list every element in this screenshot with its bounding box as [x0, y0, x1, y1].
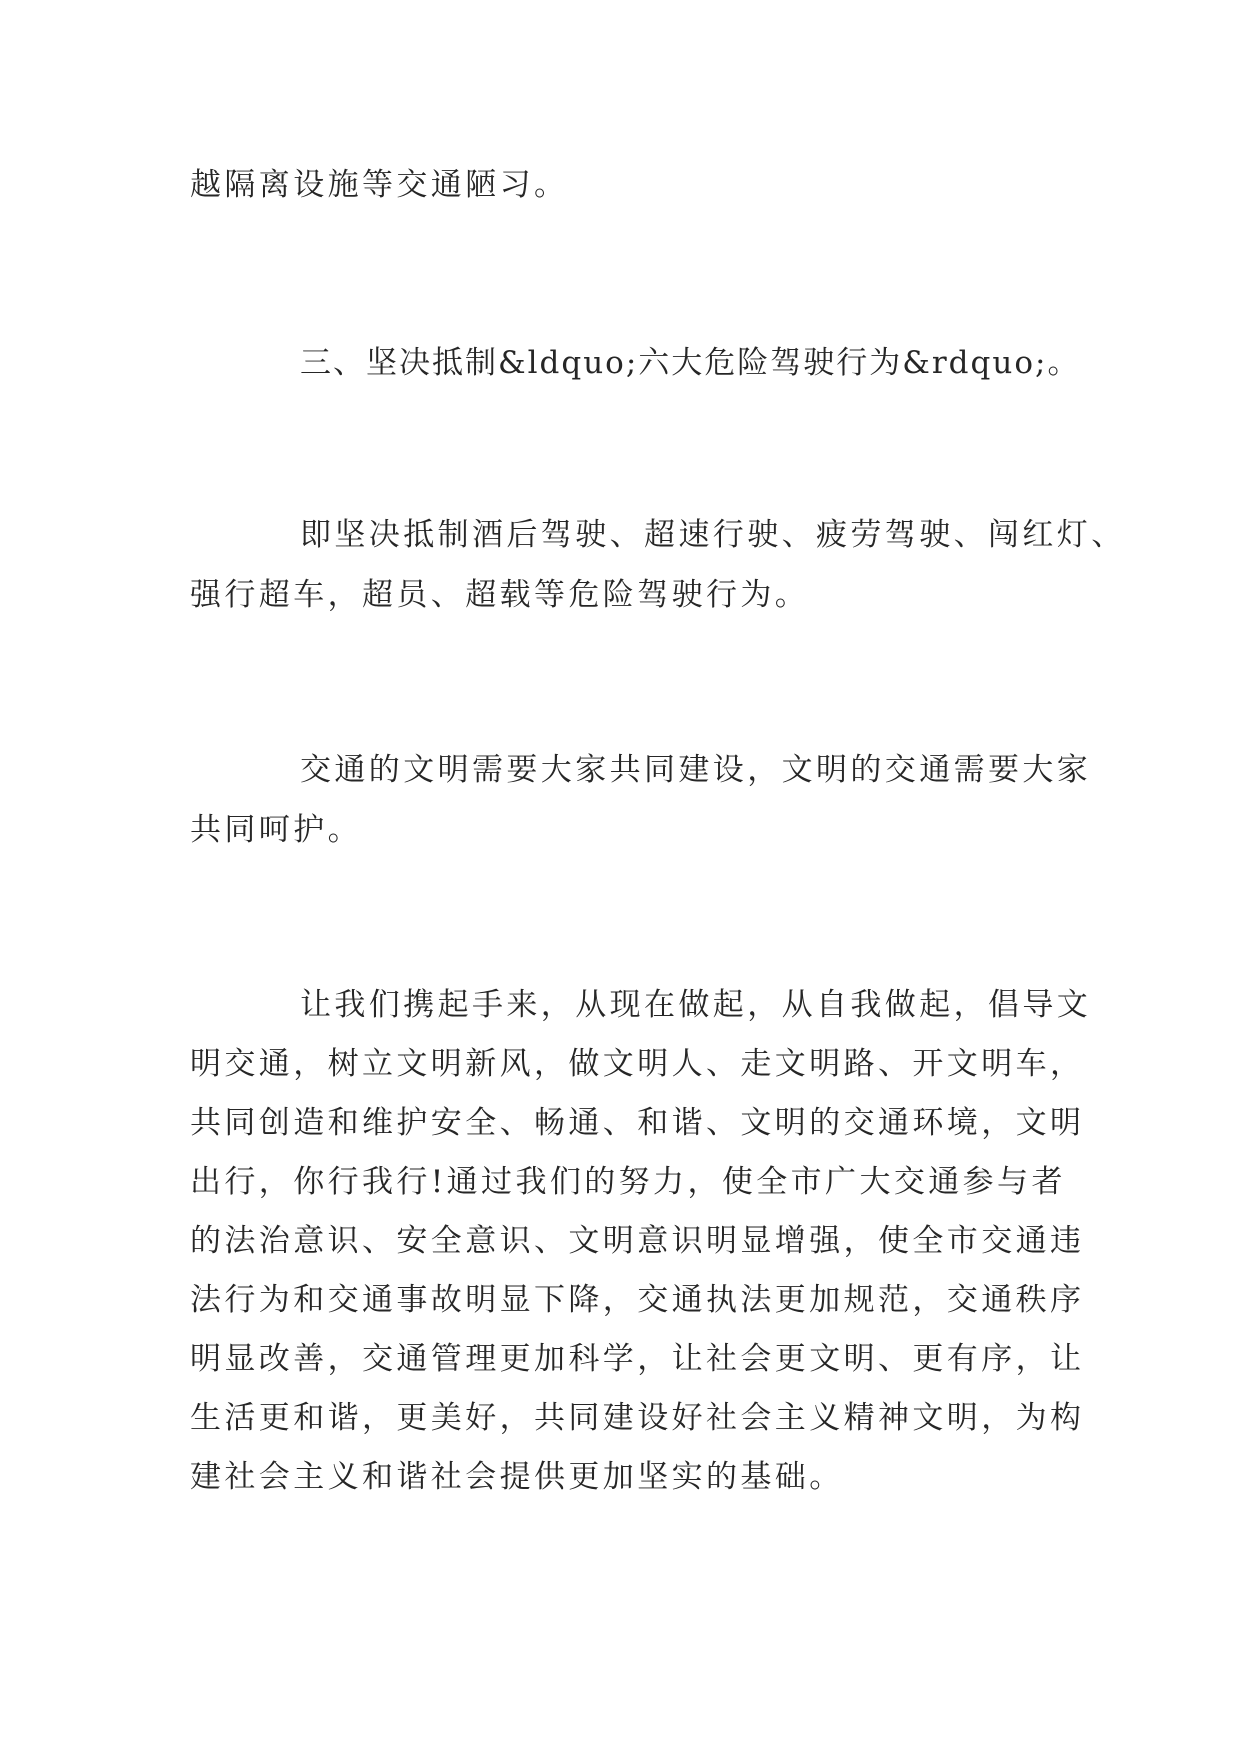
paragraph-line: 共同呵护。: [190, 812, 362, 848]
paragraph-line: 共同创造和维护安全、畅通、和谐、文明的交通环境，文明: [190, 1105, 1085, 1141]
paragraph-line: 生活更和谐，更美好，共同建设好社会主义精神文明，为构: [190, 1400, 1085, 1436]
paragraph-line: 交通的文明需要大家共同建设，文明的交通需要大家: [300, 752, 1092, 788]
paragraph-line: 出行，你行我行!通过我们的努力，使全市广大交通参与者: [190, 1164, 1066, 1200]
section-heading: 三、坚决抵制&ldquo;六大危险驾驶行为&rdquo;。: [300, 345, 1081, 381]
paragraph-line: 越隔离设施等交通陋习。: [190, 167, 569, 203]
paragraph-line: 强行超车，超员、超载等危险驾驶行为。: [190, 577, 810, 613]
paragraph-line: 法行为和交通事故明显下降，交通执法更加规范，交通秩序: [190, 1282, 1085, 1318]
paragraph-line: 的法治意识、安全意识、文明意识明显增强，使全市交通违: [190, 1223, 1085, 1259]
paragraph-line: 即坚决抵制酒后驾驶、超速行驶、疲劳驾驶、闯红灯、: [300, 517, 1126, 553]
paragraph-line: 建社会主义和谐社会提供更加坚实的基础。: [190, 1459, 844, 1495]
paragraph-line: 明显改善，交通管理更加科学，让社会更文明、更有序，让: [190, 1341, 1085, 1377]
paragraph-line: 让我们携起手来，从现在做起，从自我做起，倡导文: [300, 987, 1092, 1023]
paragraph-line: 明交通，树立文明新风，做文明人、走文明路、开文明车，: [190, 1046, 1085, 1082]
